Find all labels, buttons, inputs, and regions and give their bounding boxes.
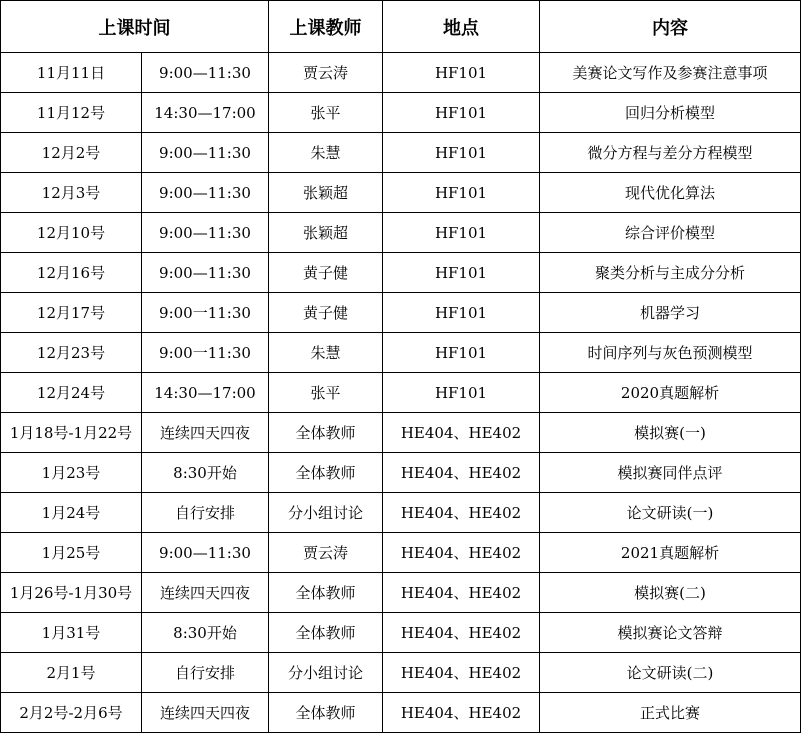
cell-place: HE404、HE402 xyxy=(383,453,540,493)
cell-content: 微分方程与差分方程模型 xyxy=(540,133,801,173)
cell-date: 12月2号 xyxy=(1,133,142,173)
cell-date: 12月17号 xyxy=(1,293,142,333)
cell-teacher: 全体教师 xyxy=(269,613,383,653)
cell-content: 回归分析模型 xyxy=(540,93,801,133)
cell-time: 9:00—11:30 xyxy=(142,533,269,573)
cell-content: 美赛论文写作及参赛注意事项 xyxy=(540,53,801,93)
cell-place: HF101 xyxy=(383,373,540,413)
cell-place: HE404、HE402 xyxy=(383,613,540,653)
cell-time: 9:00—11:30 xyxy=(142,173,269,213)
cell-content: 现代优化算法 xyxy=(540,173,801,213)
cell-place: HF101 xyxy=(383,333,540,373)
cell-teacher: 张平 xyxy=(269,373,383,413)
header-teacher: 上课教师 xyxy=(269,1,383,53)
table-row xyxy=(1,493,801,533)
header-content: 内容 xyxy=(540,1,801,53)
cell-place: HE404、HE402 xyxy=(383,653,540,693)
cell-place: HF101 xyxy=(383,53,540,93)
cell-place: HE404、HE402 xyxy=(383,413,540,453)
cell-date: 1月26号-1月30号 xyxy=(1,573,142,613)
cell-date: 12月10号 xyxy=(1,213,142,253)
table-row xyxy=(1,653,801,693)
cell-content: 时间序列与灰色预测模型 xyxy=(540,333,801,373)
cell-time: 连续四天四夜 xyxy=(142,413,269,453)
cell-content: 机器学习 xyxy=(540,293,801,333)
cell-content: 综合评价模型 xyxy=(540,213,801,253)
cell-place: HE404、HE402 xyxy=(383,493,540,533)
cell-place: HF101 xyxy=(383,213,540,253)
cell-content: 2021真题解析 xyxy=(540,533,801,573)
cell-teacher: 张颖超 xyxy=(269,173,383,213)
table-row xyxy=(1,373,801,413)
table-row xyxy=(1,173,801,213)
cell-time: 8:30开始 xyxy=(142,613,269,653)
cell-date: 1月18号-1月22号 xyxy=(1,413,142,453)
table-row xyxy=(1,693,801,733)
cell-date: 1月31号 xyxy=(1,613,142,653)
cell-place: HF101 xyxy=(383,293,540,333)
cell-content: 论文研读(二) xyxy=(540,653,801,693)
cell-time: 自行安排 xyxy=(142,493,269,533)
cell-date: 12月16号 xyxy=(1,253,142,293)
cell-teacher: 黄子健 xyxy=(269,293,383,333)
cell-time: 连续四天四夜 xyxy=(142,693,269,733)
cell-time: 9:00—11:30 xyxy=(142,133,269,173)
cell-place: HE404、HE402 xyxy=(383,693,540,733)
cell-teacher: 全体教师 xyxy=(269,573,383,613)
table-row xyxy=(1,413,801,453)
cell-place: HF101 xyxy=(383,173,540,213)
cell-time: 9:00—11:30 xyxy=(142,53,269,93)
cell-time: 9:00—11:30 xyxy=(142,253,269,293)
cell-time: 9:00—11:30 xyxy=(142,213,269,253)
cell-place: HE404、HE402 xyxy=(383,533,540,573)
cell-date: 11月12号 xyxy=(1,93,142,133)
cell-date: 1月25号 xyxy=(1,533,142,573)
cell-place: HF101 xyxy=(383,253,540,293)
cell-place: HE404、HE402 xyxy=(383,573,540,613)
cell-content: 模拟赛(二) xyxy=(540,573,801,613)
cell-place: HF101 xyxy=(383,93,540,133)
cell-teacher: 全体教师 xyxy=(269,413,383,453)
cell-content: 正式比赛 xyxy=(540,693,801,733)
cell-teacher: 分小组讨论 xyxy=(269,653,383,693)
table-row xyxy=(1,333,801,373)
cell-date: 12月24号 xyxy=(1,373,142,413)
header-place: 地点 xyxy=(383,1,540,53)
cell-teacher: 黄子健 xyxy=(269,253,383,293)
cell-date: 2月1号 xyxy=(1,653,142,693)
cell-time: 14:30—17:00 xyxy=(142,373,269,413)
table-row xyxy=(1,573,801,613)
schedule-rows xyxy=(1,53,801,733)
cell-teacher: 全体教师 xyxy=(269,693,383,733)
cell-content: 聚类分析与主成分分析 xyxy=(540,253,801,293)
table-row xyxy=(1,213,801,253)
cell-teacher: 贾云涛 xyxy=(269,53,383,93)
cell-teacher: 朱慧 xyxy=(269,133,383,173)
table-row xyxy=(1,533,801,573)
cell-date: 2月2号-2月6号 xyxy=(1,693,142,733)
cell-teacher: 分小组讨论 xyxy=(269,493,383,533)
cell-teacher: 朱慧 xyxy=(269,333,383,373)
cell-time: 连续四天四夜 xyxy=(142,573,269,613)
cell-teacher: 张颖超 xyxy=(269,213,383,253)
cell-content: 论文研读(一) xyxy=(540,493,801,533)
cell-date: 1月23号 xyxy=(1,453,142,493)
cell-date: 12月23号 xyxy=(1,333,142,373)
cell-time: 8:30开始 xyxy=(142,453,269,493)
table-row xyxy=(1,613,801,653)
cell-teacher: 张平 xyxy=(269,93,383,133)
cell-time: 自行安排 xyxy=(142,653,269,693)
cell-content: 模拟赛同伴点评 xyxy=(540,453,801,493)
table-row xyxy=(1,133,801,173)
cell-time: 14:30—17:00 xyxy=(142,93,269,133)
cell-content: 模拟赛论文答辩 xyxy=(540,613,801,653)
cell-content: 2020真题解析 xyxy=(540,373,801,413)
table-row xyxy=(1,293,801,333)
cell-place: HF101 xyxy=(383,133,540,173)
cell-teacher: 贾云涛 xyxy=(269,533,383,573)
cell-time: 9:00一11:30 xyxy=(142,333,269,373)
table-row xyxy=(1,453,801,493)
cell-teacher: 全体教师 xyxy=(269,453,383,493)
cell-date: 1月24号 xyxy=(1,493,142,533)
cell-time: 9:00一11:30 xyxy=(142,293,269,333)
table-row xyxy=(1,53,801,93)
table-row xyxy=(1,93,801,133)
header-time: 上课时间 xyxy=(1,1,269,53)
cell-date: 12月3号 xyxy=(1,173,142,213)
cell-date: 11月11日 xyxy=(1,53,142,93)
cell-content: 模拟赛(一) xyxy=(540,413,801,453)
header-row xyxy=(1,1,801,53)
table-row xyxy=(1,253,801,293)
